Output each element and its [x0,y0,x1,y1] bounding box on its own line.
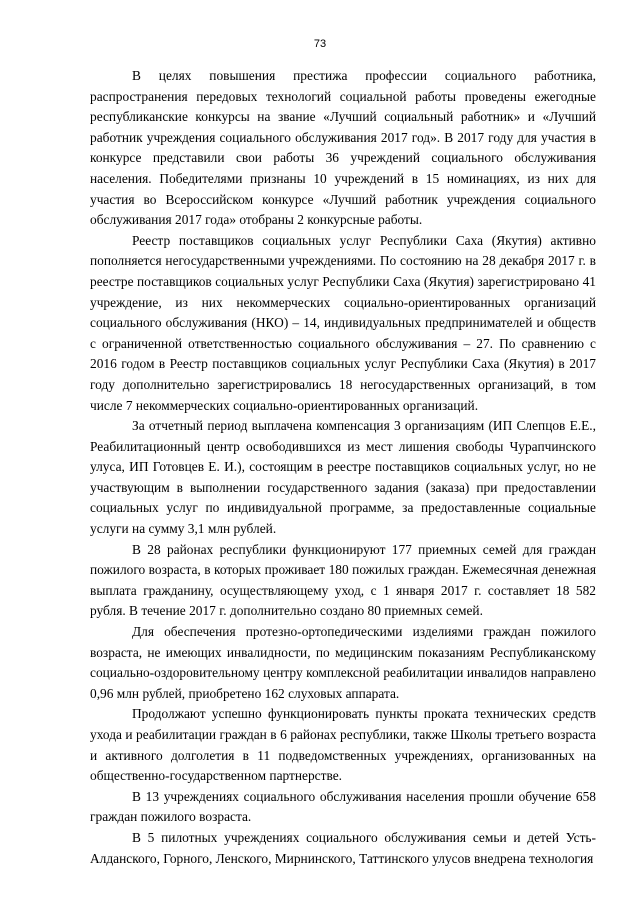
page-number: 73 [313,38,327,50]
paragraph-3: За отчетный период выплачена компенсация 3 организациям (ИП Слепцов Е.Е., Реабилитационный центр освободившихся из мест лишения свободы Чурапчинского улуса, ИП Готовцев Е. И.), состоящим в реестре поставщиков социальных услуг, но не участвующим в выполнении государственного задания (заказа) при предоставлении социальных услуг по индивидуальной программе, за предоставленные социальные услуги на сумму 3,1 млн рублей. [90,418,596,537]
paragraph-8: В 5 пилотных учреждениях социального обслуживания семьи и детей Усть-Алданского, Горного, Ленского, Мирнинского, Таттинского улусов внедрена технология [90,829,596,866]
paragraph-4: В 28 районах республики функционируют 177 приемных семей для граждан пожилого возраста, в которых проживает 180 пожилых граждан. Ежемесячная денежная выплата гражданину, осуществляющему уход, с 1 января 2017 г. составляет 18 582 рубля. В течение 2017 г. дополнительно создано 80 приемных семей. [90,541,596,619]
document-body [90,66,596,869]
paragraph-6: Продолжают успешно функционировать пункты проката технических средств ухода и реабилитации граждан в 6 районах республики, также Школы третьего возраста и активного долголетия в 11 подведомственных учреждениях, организованных на общественно-государственном партнерстве. [90,706,596,784]
paragraph-7: В 13 учреждениях социального обслуживания населения прошли обучение 658 граждан пожилого возраста. [90,788,596,825]
paragraph-5: Для обеспечения протезно-ортопедическими изделиями граждан пожилого возраста, не имеющих инвалидности, по медицинским показаниям Республиканскому социально-оздоровительному центру комплексной реабилитации инвалидов направлено 0,96 млн рублей, приобретено 162 слуховых аппарата. [90,624,596,701]
paragraph-2: Реестр поставщиков социальных услуг Республики Саха (Якутия) активно пополняется негосударственными учреждениями. По состоянию на 28 декабря 2017 г. в реестре поставщиков социальных услуг Республики Саха (Якутия) зарегистрировано 41 учреждение, из них некоммерческих социально-ориентированных организаций социального обслуживания (НКО) – 14, индивидуальных предпринимателей и обществ с ограниченной ответственностью социального обслуживания – 27. По сравнению с 2016 годом в Реестр поставщиков социальных услуг Республики Саха (Якутия) в 2017 году дополнительно зарегистрировались 18 негосударственных организаций, в том числе 7 некоммерческих социально-ориентированных организаций. [90,232,596,413]
paragraph-1: В целях повышения престижа профессии социального работника, распространения передовых технологий социальной работы проведены ежегодные республиканские конкурсы на звание «Лучший социальный работник» и «Лучший работник учреждения социального обслуживания 2017 год». В 2017 году для участия в конкурсе представили свои работы 36 учреждений социального обслуживания населения. Победителями признаны 10 учреждений в 15 номинациях, из них для участия во Всероссийском конкурсе «Лучший работник учреждения социального обслуживания 2017 года» отобраны 2 конкурсные работы. [90,68,596,228]
